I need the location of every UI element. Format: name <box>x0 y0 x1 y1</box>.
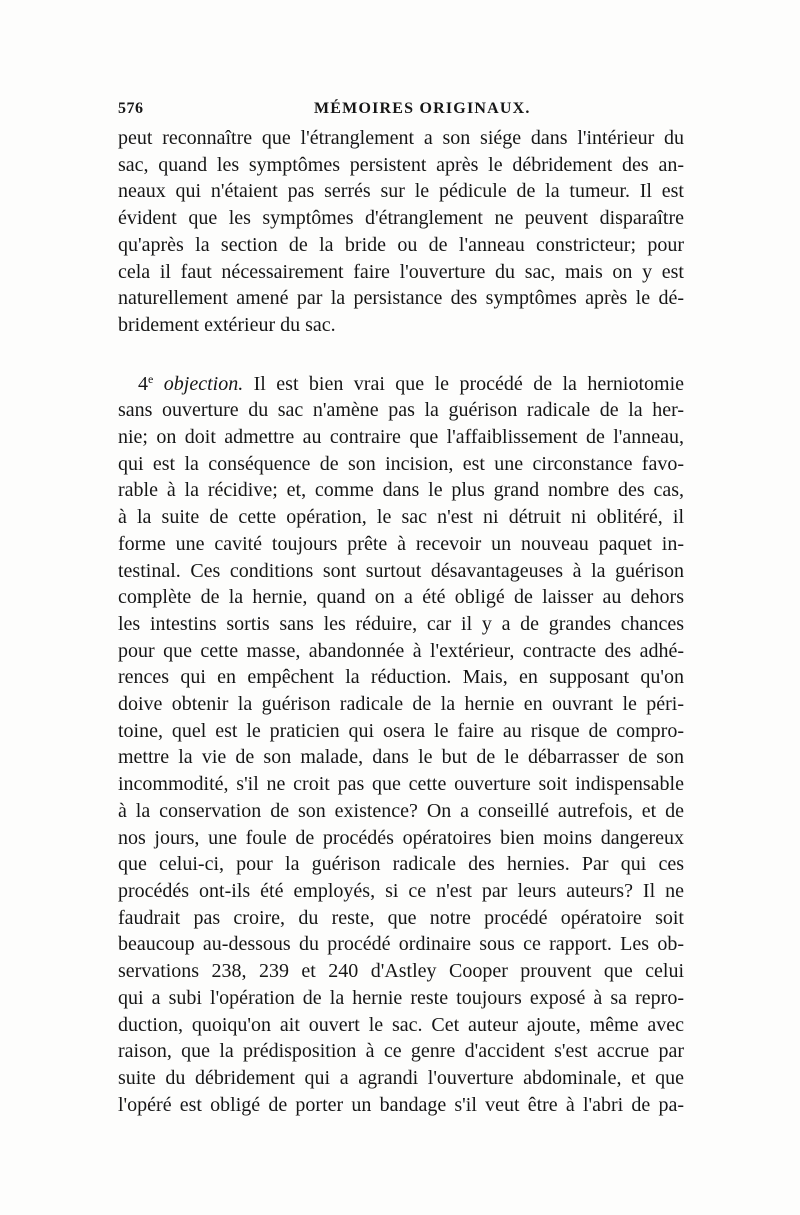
page-number: 576 <box>118 100 144 117</box>
objection-label: objection. <box>163 372 244 395</box>
text-line: l'opéré est obligé de porter un bandage s'il veut être à l'abri de pa- <box>118 1093 684 1116</box>
text-line: évident que les symptômes d'étranglement ne peuvent disparaître <box>118 207 684 230</box>
text-line: faudrait pas croire, du reste, que notre procédé opératoire soit <box>118 906 684 929</box>
body-text <box>118 125 684 1118</box>
lead-line-rest: Il est bien vrai que le procédé de la herniotomie <box>243 372 685 395</box>
text-line: suite du débridement qui a agrandi l'ouverture abdominale, et que <box>118 1066 684 1089</box>
text-line: les intestins sortis sans les réduire, car il y a de grandes chances <box>118 612 684 635</box>
text-line: procédés ont-ils été employés, si ce n'est par leurs auteurs? Il ne <box>118 879 684 902</box>
text-line: mettre la vie de son malade, dans le but de le débarrasser de son <box>118 746 684 769</box>
text-line: forme une cavité toujours prête à recevoir un nouveau paquet in- <box>118 532 684 555</box>
text-line: naturellement amené par la persistance des symptômes après le dé- <box>118 287 684 310</box>
text-line: doive obtenir la guérison radicale de la hernie en ouvrant le péri- <box>118 693 684 716</box>
ordinal-superscript: e <box>148 371 154 386</box>
text-line: que celui-ci, pour la guérison radicale des hernies. Par qui ces <box>118 853 684 876</box>
text-line: qui est la conséquence de son incision, est une circonstance favo- <box>118 452 684 475</box>
text-line: raison, que la prédisposition à ce genre d'accident s'est accrue par <box>118 1040 684 1063</box>
text-line: cela il faut nécessairement faire l'ouverture du sac, mais on y est <box>118 260 684 283</box>
text-line: rable à la récidive; et, comme dans le plus grand nombre des cas, <box>118 479 684 502</box>
text-line: nos jours, une foule de procédés opératoires bien moins dangereux <box>118 826 684 849</box>
text-line: peut reconnaître que l'étranglement a son siége dans l'intérieur du <box>118 127 684 149</box>
text-line: toine, quel est le praticien qui osera le faire au risque de compro- <box>118 719 684 742</box>
text-line: qu'après la section de la bride ou de l'anneau constricteur; pour <box>118 233 684 256</box>
text-line: duction, quoiqu'on ait ouvert le sac. Cet auteur ajoute, même avec <box>118 1013 684 1036</box>
text-line: sans ouverture du sac n'amène pas la guérison radicale de la her- <box>118 399 684 422</box>
text-line: rences qui en empêchent la réduction. Mais, en supposant qu'on <box>118 666 684 689</box>
text-line: nie; on doit admettre au contraire que l'affaiblissement de l'anneau, <box>118 426 684 449</box>
text-line: à la suite de cette opération, le sac n'est ni détruit ni oblitéré, il <box>118 506 684 529</box>
text-line: pour que cette masse, abandonnée à l'extérieur, contracte des adhé- <box>118 639 684 662</box>
text-line: qui a subi l'opération de la hernie reste toujours exposé à sa repro- <box>118 986 684 1009</box>
text-line: incommodité, s'il ne croit pas que cette ouverture soit indispensable <box>118 773 684 796</box>
text-line: beaucoup au-dessous du procédé ordinaire sous ce rapport. Les ob- <box>118 933 684 956</box>
text-line: à la conservation de son existence? On a conseillé autrefois, et de <box>118 799 684 822</box>
running-title: MÉMOIRES ORIGINAUX. <box>314 100 531 117</box>
text-line: sac, quand les symptômes persistent après le débridement des an- <box>118 153 684 176</box>
paragraph-2 <box>118 371 684 1119</box>
text-line: servations 238, 239 et 240 d'Astley Cooper prouvent que celui <box>118 960 684 983</box>
running-head <box>118 100 688 124</box>
text-line: neaux qui n'étaient pas serrés sur le pédicule de la tumeur. Il est <box>118 180 684 203</box>
paragraph-lead-line <box>118 371 684 398</box>
paragraph-1 <box>118 125 684 339</box>
objection-number: 4e <box>138 371 154 395</box>
text-line: bridement extérieur du sac. <box>118 313 336 336</box>
text-line: complète de la hernie, quand on a été obligé de laisser au dehors <box>118 586 684 609</box>
text-line: testinal. Ces conditions sont surtout désavantageuses à la guérison <box>118 559 684 582</box>
